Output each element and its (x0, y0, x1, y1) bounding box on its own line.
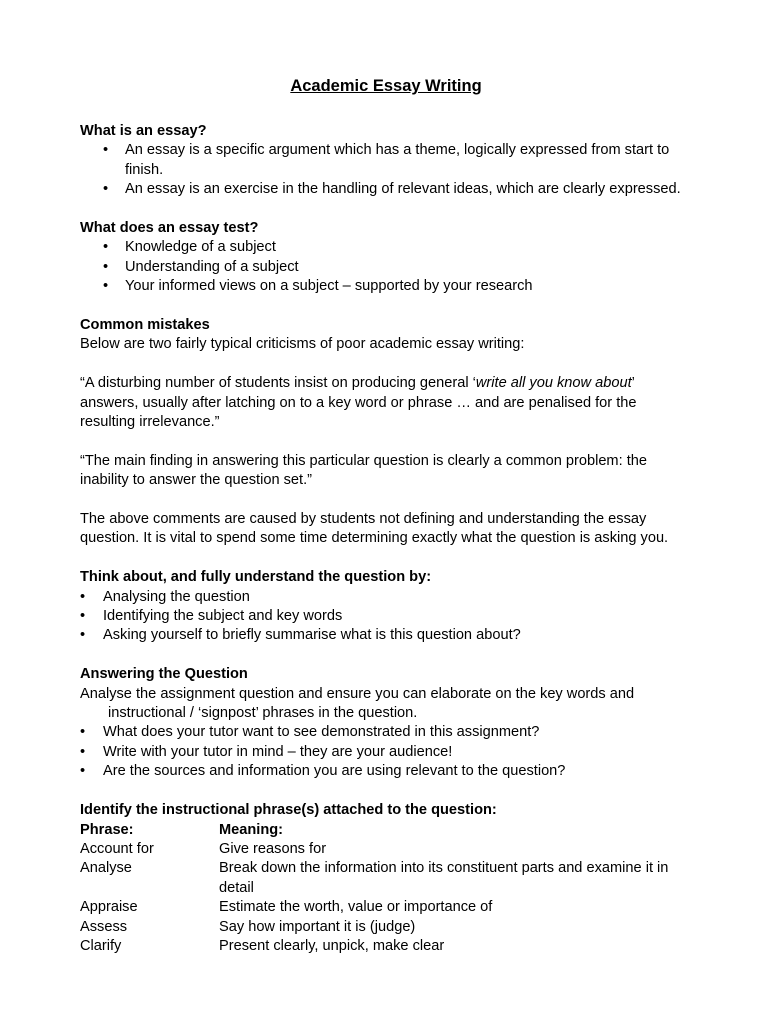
list-item: • Asking yourself to briefly summarise what is this question about? (80, 626, 692, 645)
list-item: • Are the sources and information you are using relevant to the question? (80, 762, 692, 781)
list-item: • Knowledge of a subject (80, 238, 692, 257)
bullet-list-think-about (80, 588, 692, 646)
quote-first-italic: write all you know about (475, 375, 632, 392)
section-heading-essay-test: What does an essay test? (80, 220, 259, 237)
list-item: • An essay is a specific argument which has a theme, logically expressed from start to finish. (80, 141, 692, 180)
phrase-cell: Appraise (80, 899, 138, 916)
bullet-list-answering (80, 723, 692, 781)
phrase-cell: Analyse (80, 860, 132, 877)
table-header-row (80, 821, 692, 840)
table-row (80, 859, 692, 898)
list-item: • Your informed views on a subject – supported by your research (80, 277, 692, 296)
quote-first-end: ’ answers, usually after latching on to a key word or phrase … and are penalised for the resulting irrelevance.” (80, 375, 637, 431)
section-heading-what-is-essay: What is an essay? (80, 123, 207, 139)
bullet-list-what-is-essay (80, 141, 692, 199)
list-item: • What does your tutor want to see demonstrated in this assignment? (80, 723, 692, 742)
bullet-list-essay-test (80, 238, 692, 296)
list-item: • Write with your tutor in mind – they are your audience! (80, 743, 692, 762)
meaning-cell: Present clearly, unpick, make clear (219, 937, 445, 954)
phrase-cell: Account for (80, 840, 154, 857)
section-heading-think-about: Think about, and fully understand the question by: (80, 569, 432, 586)
quote-second: “The main finding in answering this particular question is clearly a common problem: the inability to answer the question set.” (80, 452, 647, 489)
column-header-phrase: Phrase: (80, 821, 134, 838)
document-body (80, 76, 692, 956)
column-header-meaning: Meaning: (219, 821, 284, 838)
phrase-cell: Clarify (80, 937, 122, 954)
quote-first (80, 374, 692, 432)
meaning-cell: Give reasons for (219, 840, 327, 857)
section-heading-answering: Answering the Question (80, 666, 248, 683)
section-heading-instructional-phrases: Identify the instructional phrase(s) attached to the question: (80, 802, 497, 819)
quote-first-start: “A disturbing number of students insist on producing general ‘ (80, 375, 476, 392)
section-heading-common-mistakes: Common mistakes (80, 317, 210, 334)
page-title: Academic Essay Writing (290, 77, 482, 95)
meaning-cell: Say how important it is (judge) (219, 918, 416, 935)
list-item: • Analysing the question (80, 588, 692, 607)
answering-intro: Analyse the assignment question and ensure you can elaborate on the key words and instructional / ‘signpost’ phrases in the question. (80, 685, 635, 722)
meaning-cell: Break down the information into its constituent parts and examine it in detail (219, 860, 669, 896)
table-row (80, 918, 692, 937)
table-row (80, 937, 692, 956)
list-item: • Understanding of a subject (80, 258, 692, 277)
phrase-cell: Assess (80, 918, 128, 935)
meaning-cell: Estimate the worth, value or importance of (219, 899, 493, 916)
mistakes-comment: The above comments are caused by students not defining and understanding the essay question. It is vital to spend some time determining exactly what the question is asking you. (80, 511, 669, 547)
table-row (80, 898, 692, 917)
list-item: • An essay is an exercise in the handling of relevant ideas, which are clearly expressed. (80, 180, 692, 199)
phrase-meaning-table (80, 821, 692, 957)
list-item: • Identifying the subject and key words (80, 607, 692, 626)
table-row (80, 840, 692, 859)
mistakes-intro: Below are two fairly typical criticisms of poor academic essay writing: (80, 336, 525, 353)
